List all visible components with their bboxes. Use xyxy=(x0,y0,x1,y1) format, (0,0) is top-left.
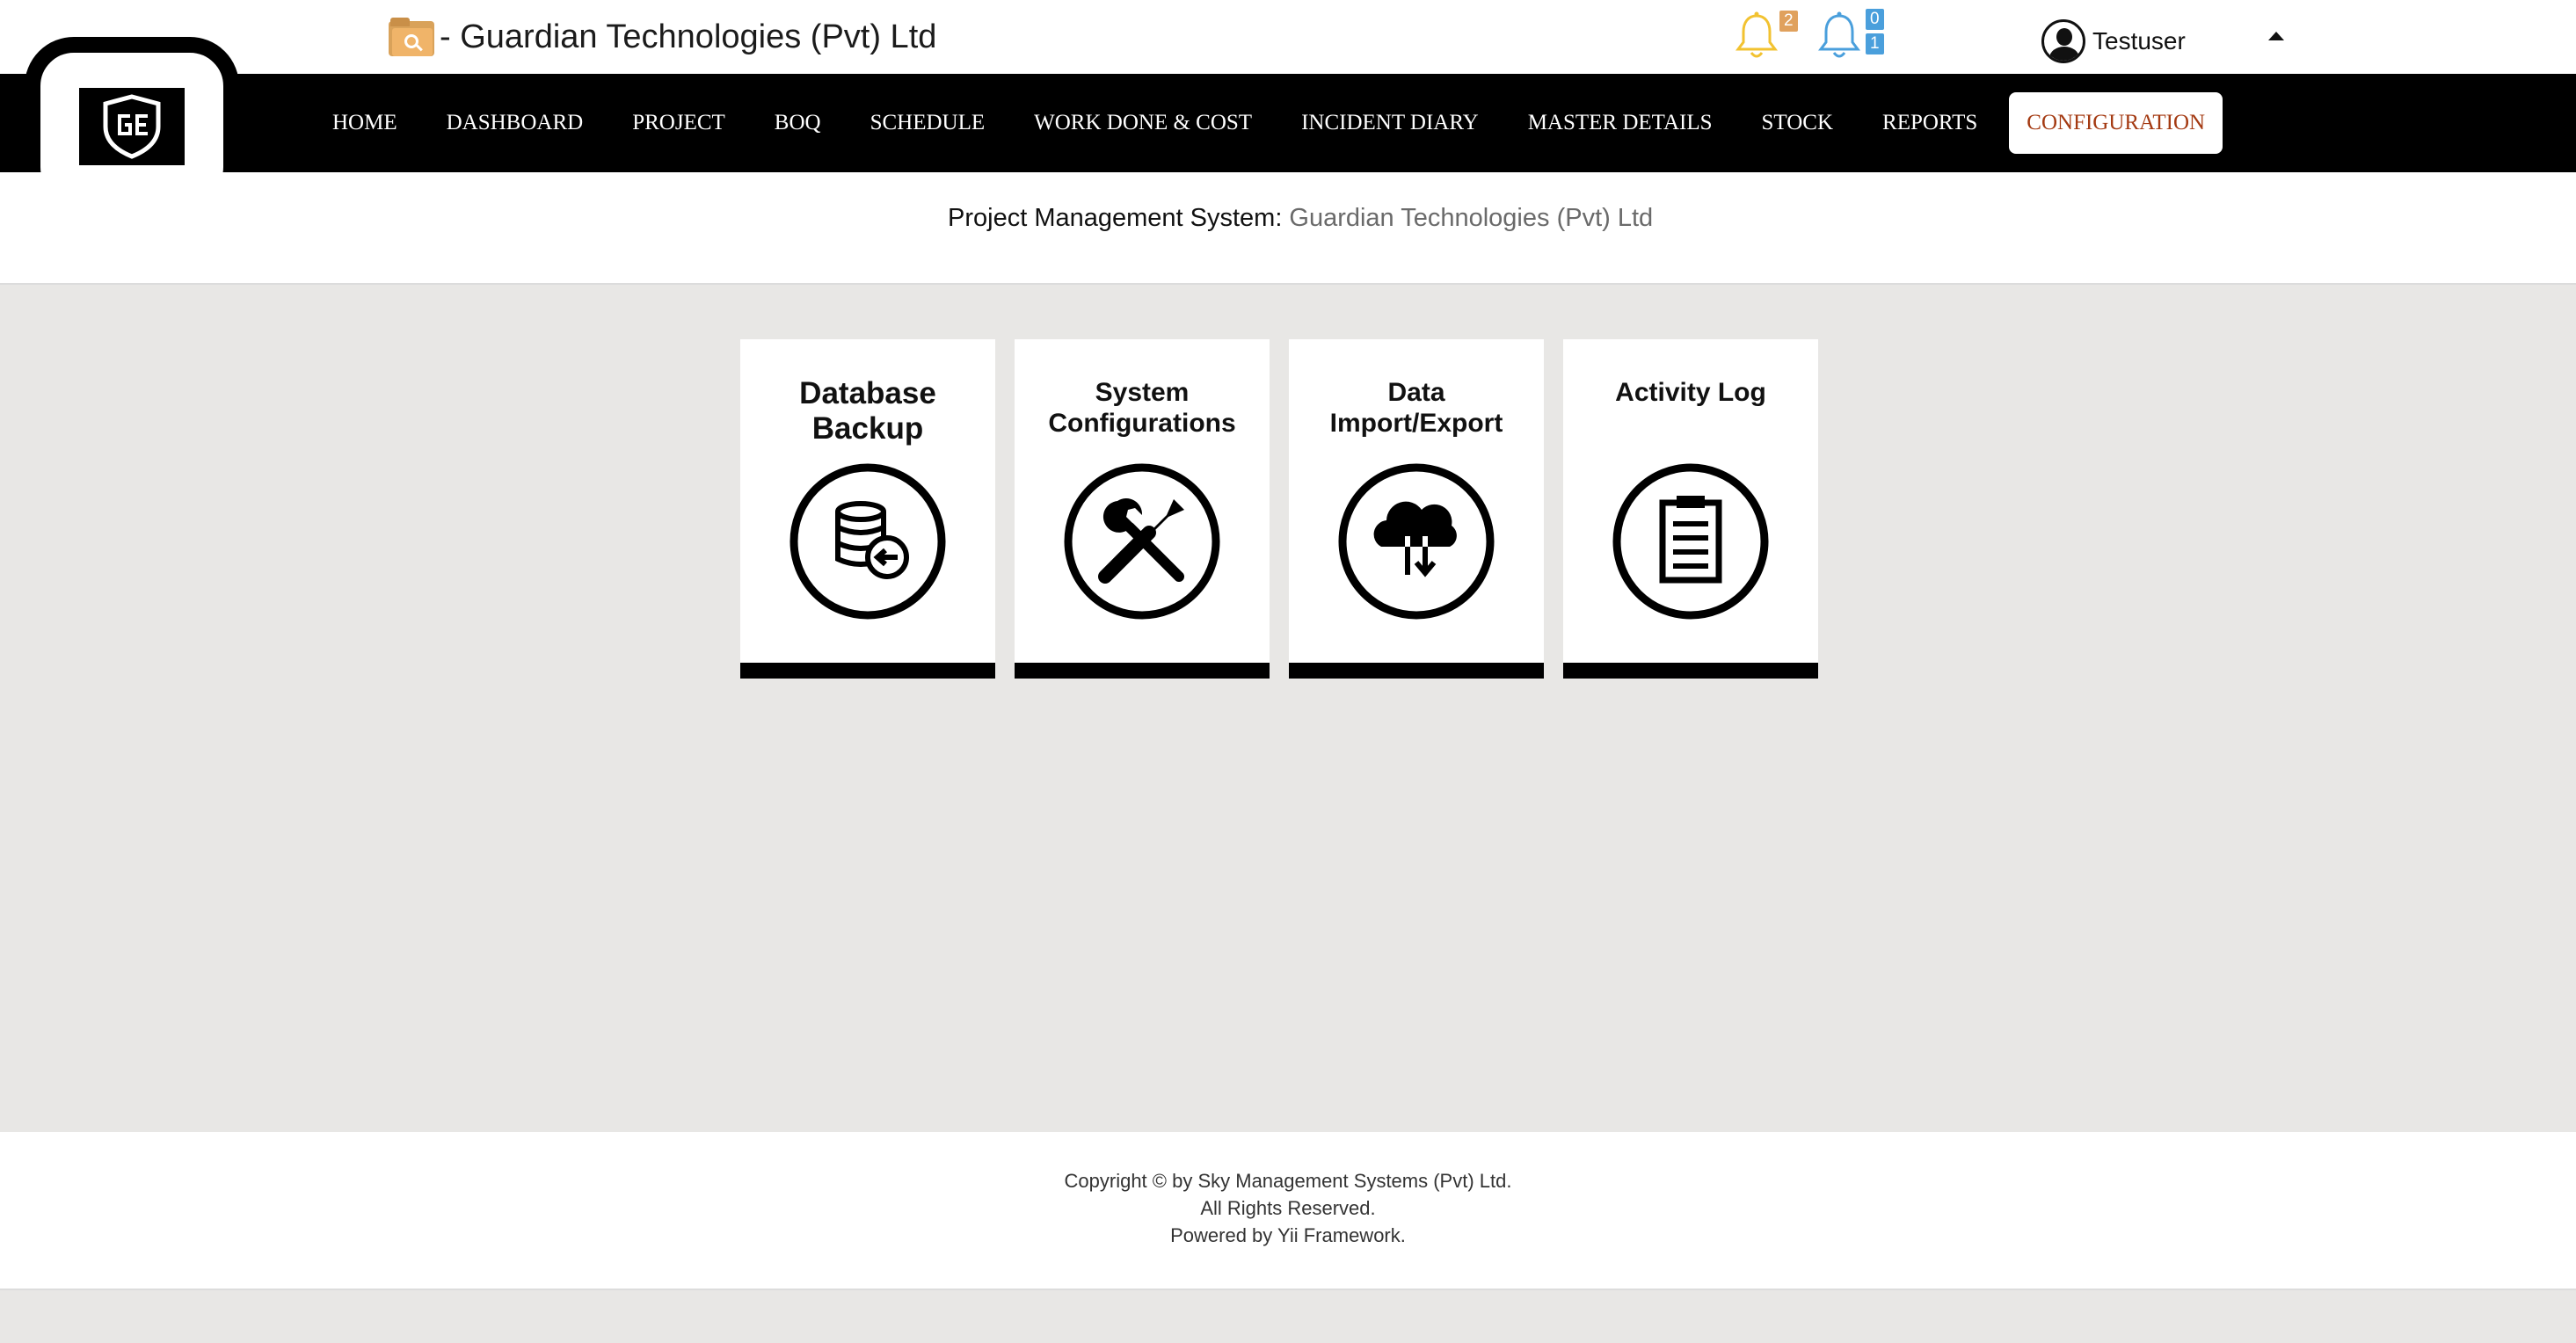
app-title: - Guardian Technologies (Pvt) Ltd xyxy=(440,18,937,55)
subtitle-prefix: Project Management System: xyxy=(948,204,1283,232)
nav-stock[interactable]: STOCK xyxy=(1761,111,1834,134)
nav-configuration[interactable]: CONFIGURATION xyxy=(2009,92,2223,154)
nav-master-details[interactable]: MASTER DETAILS xyxy=(1527,111,1713,134)
folder-search-icon xyxy=(389,18,434,56)
shield-logo-icon xyxy=(79,88,185,165)
notification-bell-icon[interactable] xyxy=(1732,11,1781,63)
subtitle-band xyxy=(0,172,2576,285)
top-header xyxy=(0,0,2576,74)
main-nav-bar xyxy=(0,74,2576,172)
nav-boq[interactable]: BOQ xyxy=(774,111,821,134)
database-backup-icon xyxy=(789,462,947,621)
tile-title: Data Import/Export xyxy=(1329,378,1503,438)
tile-title: Activity Log xyxy=(1615,378,1766,407)
tile-activity-log[interactable] xyxy=(1563,339,1818,679)
avatar-icon xyxy=(2041,19,2085,63)
nav-work-done-cost[interactable]: WORK DONE & COST xyxy=(1034,111,1253,134)
footer-rights: All Rights Reserved. xyxy=(1200,1197,1376,1219)
tools-icon xyxy=(1063,462,1221,621)
subtitle-company: Guardian Technologies (Pvt) Ltd xyxy=(1289,204,1654,232)
footer xyxy=(0,1132,2576,1290)
user-menu[interactable] xyxy=(2041,19,2186,63)
main-nav xyxy=(308,74,2223,172)
nav-home[interactable]: HOME xyxy=(332,111,397,134)
nav-reports[interactable]: REPORTS xyxy=(1882,111,1978,134)
tile-system-configurations[interactable] xyxy=(1015,339,1270,679)
alert-count-badge: 0 xyxy=(1866,9,1884,30)
footer-powered-by[interactable]: Powered by Yii Framework. xyxy=(1170,1224,1406,1246)
footer-text xyxy=(0,1167,2576,1249)
alert-bell-icon[interactable] xyxy=(1815,11,1864,63)
tile-title: System Configurations xyxy=(1048,378,1236,438)
configuration-tiles xyxy=(740,339,1818,679)
clipboard-icon xyxy=(1612,462,1770,621)
tile-bar xyxy=(1563,663,1818,679)
username: Testuser xyxy=(2092,27,2186,54)
alert-count-badge: 1 xyxy=(1866,33,1884,54)
tile-title: Database Backup xyxy=(799,376,936,446)
page-subtitle xyxy=(948,204,1653,233)
cloud-transfer-icon xyxy=(1337,462,1495,621)
tile-bar xyxy=(740,663,995,679)
nav-project[interactable]: PROJECT xyxy=(632,111,725,134)
nav-incident-diary[interactable]: INCIDENT DIARY xyxy=(1301,111,1479,134)
brand xyxy=(389,12,936,62)
nav-dashboard[interactable]: DASHBOARD xyxy=(446,111,584,134)
caret-up-icon[interactable] xyxy=(2268,32,2284,40)
tile-bar xyxy=(1289,663,1544,679)
tile-bar xyxy=(1015,663,1270,679)
footer-copyright: Copyright © by Sky Management Systems (Pvt) Ltd. xyxy=(1064,1170,1512,1192)
nav-schedule[interactable]: SCHEDULE xyxy=(870,111,986,134)
notification-count-badge: 2 xyxy=(1779,11,1798,32)
tile-database-backup[interactable] xyxy=(740,339,995,679)
tile-data-import-export[interactable] xyxy=(1289,339,1544,679)
